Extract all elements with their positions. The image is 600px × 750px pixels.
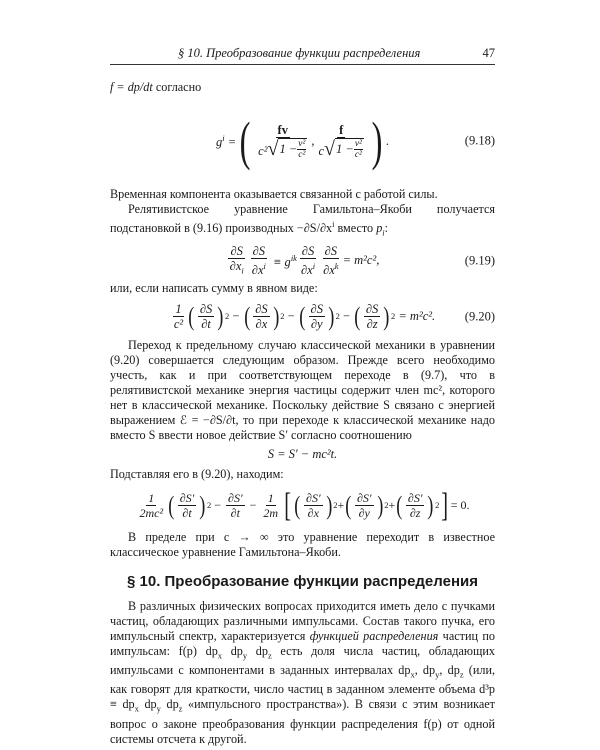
paragraph-hamilton-jacobi: Релятивистское уравнение Гамильтона–Якоби получается подстановкой в (9.16) производных $-\partial S/\partial x^i$ вместо $p_i$: (110, 202, 495, 238)
equation-classical: $\frac{1}{\text{2mc²}}$ ( $\frac{\partial S'}{\partial t}$ ) 2 − $\frac{\partial S'}{\partial t}$ − $\frac{1}{2m}$ [ ( $\frac{\partial S'}{\partial x}$ ) 2 + ( $\frac{\partial S'}{\partial y}$ ) 2 + ( $\frac{\partial S'}{\partial z}$ ) 2 ] = 0. (139, 486, 470, 524)
eq918-lhs: $g^i$ = (215, 133, 237, 150)
page-number: 47 (482, 46, 495, 60)
right-paren: ) (371, 111, 383, 171)
eq920-number: (9.20) (464, 309, 495, 323)
running-head-title: § 10. Преобразование функции распределения (178, 46, 421, 60)
eq918-frac1: fv c² √ 1 − $\frac{\text{v²}}{\text{c²}}$ (258, 122, 306, 160)
equation-action: S = S′ − mc²t. (267, 447, 338, 461)
eq919-number: (9.19) (464, 253, 495, 267)
paragraph-distribution: В различных физических вопросах приходится иметь дело с пучками частиц, обладающих различными импульсами. Состав такого пучка, его импульсный спектр, характеризуется функцией распределения частиц по импульсам: f(p) $dp_x$ $dp_y$ $dp_z$ есть доля числа частиц, обладающих импульсами с компонентами в заданных интервалах $dp_x$, $dp_y$, $dp_z$ (или, как говорят для краткости, число частиц в заданном элементе объема $d^3p \equiv dp_x$ $dp_y$ $dp_z$ «импульсного пространства»). В связи с этим возникает вопрос о законе преобразования функции распределения f(p) от одной системы отсчета к другой. (110, 598, 496, 746)
paragraph-time-component: Временная компонента оказывается связанной с работой силы. (110, 187, 438, 201)
paragraph-substituting: Подставляя его в (9.20), находим: (110, 466, 284, 481)
paragraph-explicit-sum: или, если написать сумму в явном виде: (110, 280, 318, 295)
equation-9-19: $\frac{\partial S}{\partial x_i}$ $\frac{\partial S}{\partial x^i}$ ≡ $g^{ik}$ $\frac{\partial S}{\partial x^i}$ $\frac{\partial S}{\partial x^k}$ = m²c², (9.19) (229, 243, 495, 278)
intro-text: согласно (152, 80, 202, 94)
left-paren: ( (239, 111, 251, 171)
force-definition: f = dp/dt (110, 80, 153, 94)
intro-line (110, 80, 495, 95)
paragraph-classical-limit: Переход к предельному случаю классической механики в уравнении (9.20) совершается следующим образом. Прежде всего необходимо учесть, как и при соответствующем переходе в (9.7), что в релятивистской механике энергия частицы содержит член mc², которого нет в классической механике. Поскольку действие S связано с энергией выражением ℰ = −∂S/∂t, то при переходе к классической механике надо вместо S ввести новое действие S′ согласно соотношению (110, 337, 495, 442)
page-body (110, 80, 495, 747)
equation-9-18: $g^i$ = ( fv c² √ 1 − $\frac{\text{v²}}{\text{c²}}$ , f c √ 1 − $\frac{\text{v²}}{\text{c²}}$ ) . (9.18) (215, 111, 495, 171)
section-title: § 10. Преобразование функции распределения (127, 572, 478, 590)
equation-9-20: $\frac{1}{\text{c²}}$ ( $\frac{\partial S}{\partial t}$ ) 2 − ( $\frac{\partial S}{\partial x}$ ) 2 − ( $\frac{\partial S}{\partial y}$ ) 2 − ( $\frac{\partial S}{\partial z}$ ) 2 = m²c². (9.20) (173, 301, 495, 331)
eq918-frac2: f c √ 1 − $\frac{\text{v²}}{\text{c²}}$ (318, 122, 362, 160)
eq918-number: (9.18) (464, 133, 495, 148)
running-head (110, 44, 495, 65)
paragraph-limit: В пределе при c → ∞ это уравнение переходит в известное классическое уравнение Гамильтона–Якоби. (110, 529, 495, 559)
